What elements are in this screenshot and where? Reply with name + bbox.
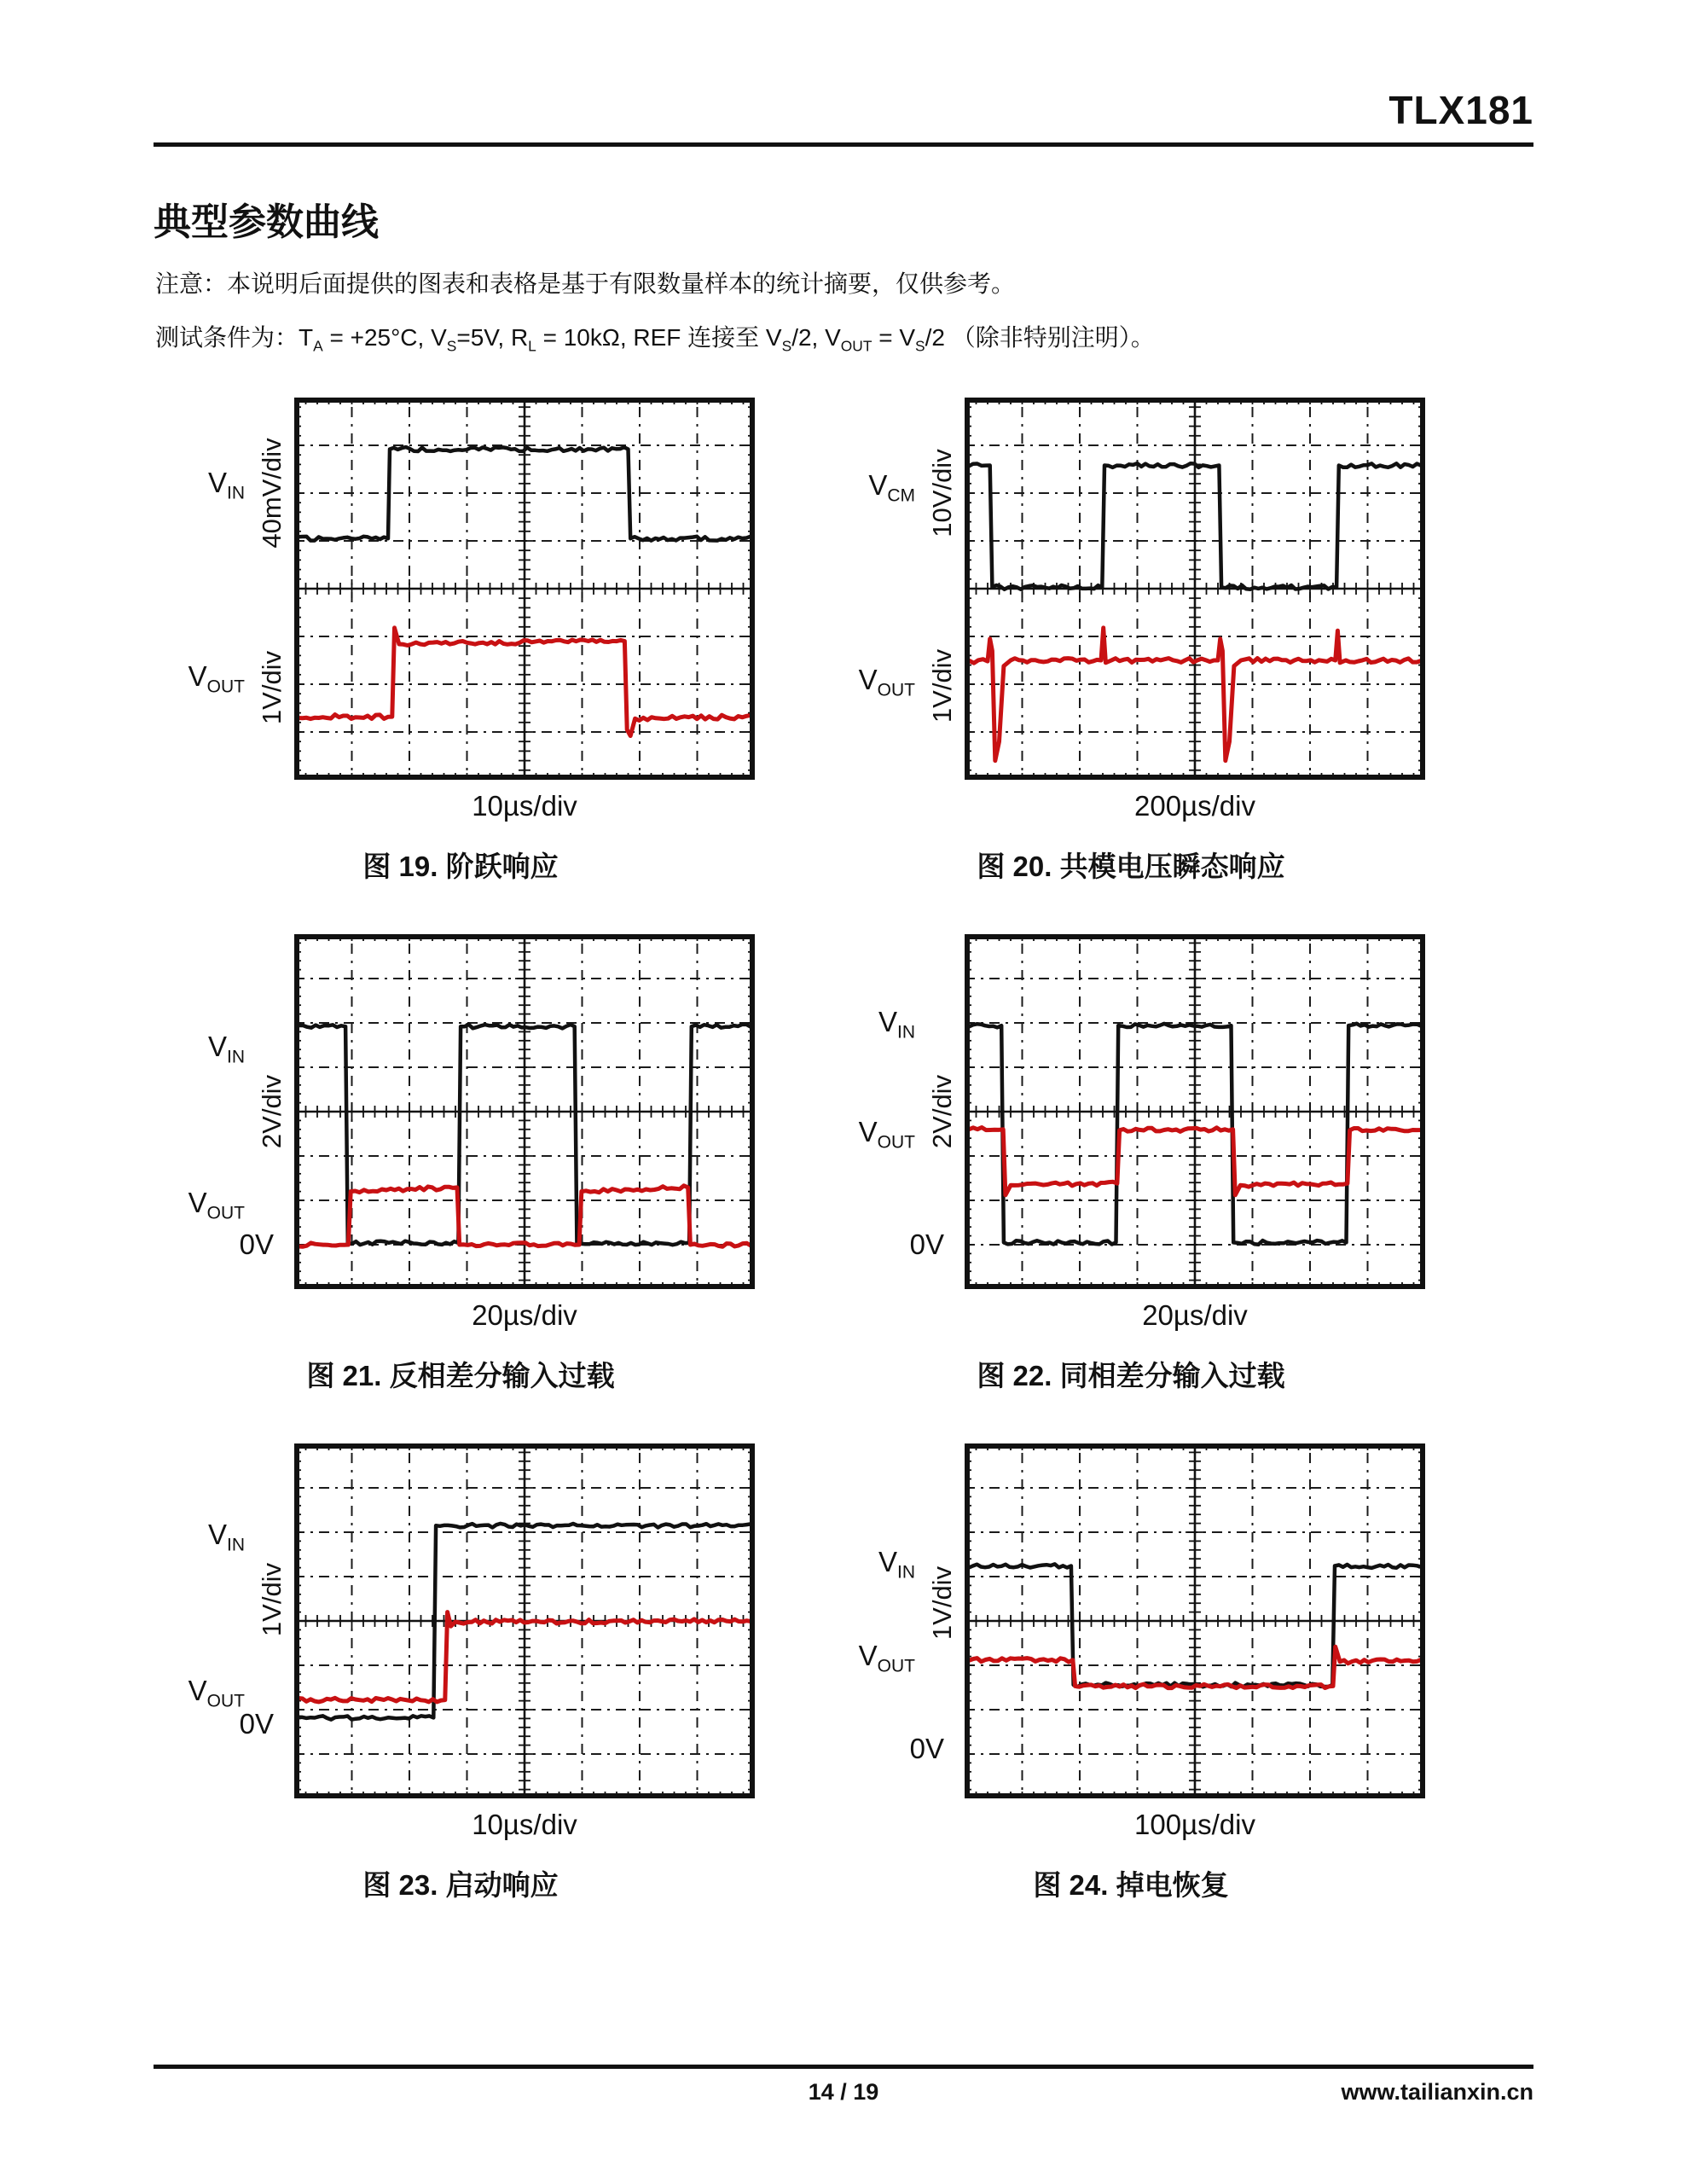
figure-caption: 图 20. 共模电压瞬态响应 (977, 851, 1285, 883)
page-number: 14 / 19 (808, 2079, 879, 2105)
x-scale-label: 20µs/div (472, 1299, 577, 1332)
figure-caption: 图 22. 同相差分输入过载 (977, 1360, 1285, 1392)
scale-label: 2V/div (927, 1075, 957, 1149)
figure-23 (166, 1443, 755, 1903)
scope-plot (294, 1443, 755, 1798)
x-scale-label: 10µs/div (472, 1809, 577, 1841)
figures-grid (166, 398, 1446, 1903)
figure-24 (837, 1443, 1425, 1903)
figure-22-labels (837, 934, 965, 1289)
figure-20-labels (837, 398, 965, 780)
figure-19-labels (166, 398, 294, 780)
figure-24-labels (837, 1443, 965, 1798)
page-footer (154, 2065, 1533, 2108)
trace-label: $V_{IN}$ (878, 1006, 915, 1043)
trace-label: $V_{OUT}$ (188, 1187, 245, 1224)
trace-label: $V_{OUT}$ (858, 1116, 915, 1153)
zero-label: 0V (909, 1228, 944, 1261)
x-scale-label: 20µs/div (1142, 1299, 1248, 1332)
figure-22 (837, 934, 1425, 1394)
scope-plot (294, 398, 755, 780)
zero-label: 0V (239, 1708, 274, 1740)
figure-caption: 图 24. 掉电恢复 (1033, 1869, 1229, 1902)
section-title: 典型参数曲线 (154, 200, 379, 243)
scope-ticks (294, 934, 755, 1289)
trace-label: $V_{OUT}$ (858, 664, 915, 701)
scope-ticks (965, 398, 1425, 780)
trace-label: $V_{OUT}$ (188, 660, 245, 698)
scale-label: 1V/div (257, 1563, 287, 1637)
scope-plot (965, 934, 1425, 1289)
website-text: www.tailianxin.cn (1341, 2079, 1533, 2105)
trace-label: $V_{CM}$ (868, 469, 915, 507)
zero-label: 0V (239, 1228, 274, 1261)
note-line-2: 测试条件为：$T_A = +25^\circ C$, $V_S=5V$, $R_L = 10k\Omega$, REF 连接至 $V_S/2$, $V_{OUT} = V_S/2$ （除非特别注明）。 (155, 324, 1155, 355)
header-rule (154, 142, 1533, 147)
figure-23-labels (166, 1443, 294, 1798)
figure-caption: 图 21. 反相差分输入过载 (306, 1360, 615, 1392)
scope-plot (294, 934, 755, 1289)
trace-label: $V_{IN}$ (207, 1519, 245, 1556)
note-line-1: 注意：本说明后面提供的图表和表格是基于有限数量样本的统计摘要，仅供参考。 (155, 270, 1016, 297)
footer-rule (154, 2065, 1533, 2069)
scale-label: 2V/div (257, 1075, 287, 1149)
figure-21-labels (166, 934, 294, 1289)
figure-20 (837, 398, 1425, 885)
scope-ticks (294, 398, 755, 780)
trace-label: $V_{IN}$ (207, 467, 245, 504)
figure-caption: 图 23. 启动响应 (362, 1869, 559, 1902)
figure-caption: 图 19. 阶跃响应 (362, 851, 559, 883)
scale-label: 1V/div (927, 1566, 957, 1641)
figure-21 (166, 934, 755, 1394)
scale-label: 10V/div (927, 449, 957, 538)
part-number: TLX181 (1388, 88, 1533, 132)
x-scale-label: 10µs/div (472, 790, 577, 822)
scope-plot (965, 398, 1425, 780)
page-header (0, 0, 1687, 147)
trace-label: $V_{IN}$ (878, 1546, 915, 1583)
zero-label: 0V (909, 1733, 944, 1765)
trace-label: $V_{IN}$ (207, 1031, 245, 1068)
scope-ticks (965, 934, 1425, 1289)
scale-label: 1V/div (927, 649, 957, 723)
scope-plot (965, 1443, 1425, 1798)
trace-label: $V_{OUT}$ (858, 1640, 915, 1677)
x-scale-label: 100µs/div (1134, 1809, 1255, 1841)
scale-label: 40mV/div (257, 438, 287, 549)
trace-label: $V_{OUT}$ (188, 1675, 245, 1712)
figure-19 (166, 398, 755, 885)
scope-ticks (965, 1443, 1425, 1798)
x-scale-label: 200µs/div (1134, 790, 1255, 822)
scale-label: 1V/div (257, 651, 287, 725)
